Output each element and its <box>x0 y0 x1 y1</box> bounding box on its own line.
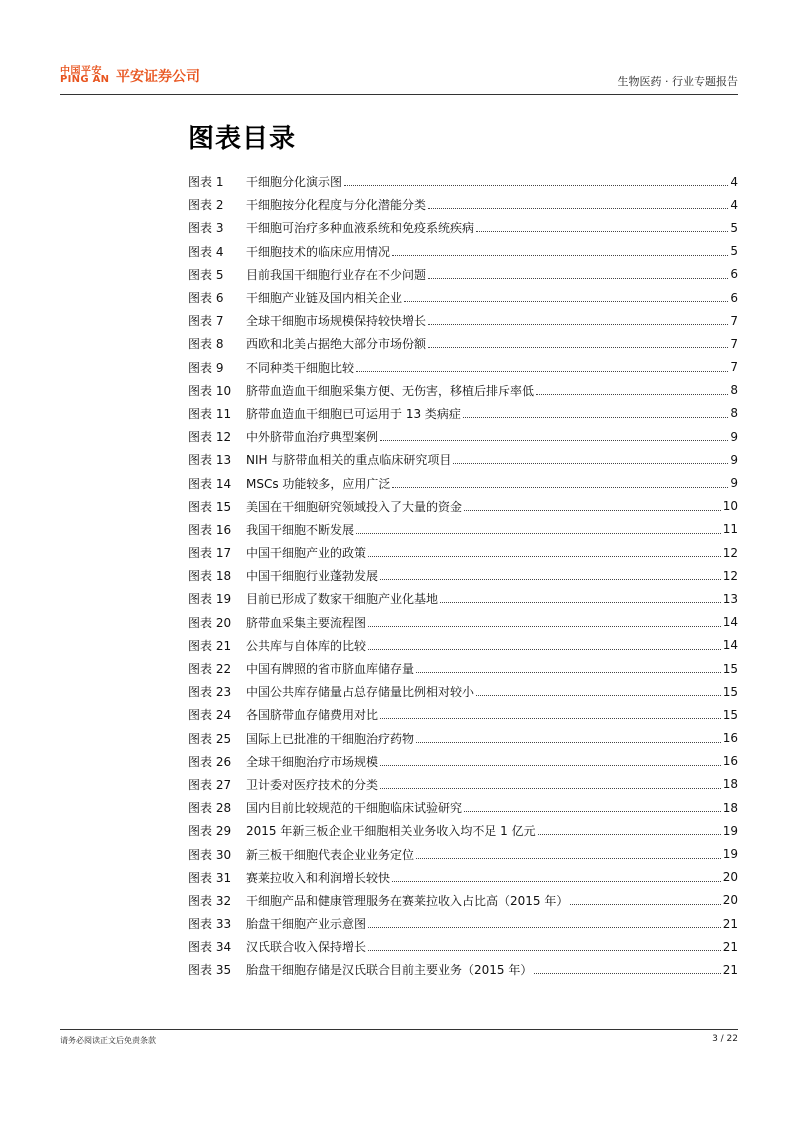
toc-figure-label: 图表 20 <box>188 615 232 630</box>
toc-entry[interactable] <box>188 448 738 471</box>
toc-entry[interactable] <box>188 564 738 587</box>
toc-figure-label: 图表 9 <box>188 360 224 375</box>
toc-figure-title: 干细胞可治疗多种血液系统和免疫系统疾病 <box>246 221 475 236</box>
toc-leader-dots <box>453 463 728 464</box>
toc-figure-label: 图表 8 <box>188 337 224 352</box>
toc-figure-label: 图表 3 <box>188 221 224 236</box>
toc-entry[interactable] <box>188 263 738 286</box>
toc-figure-label: 图表 28 <box>188 801 232 816</box>
toc-leader-dots <box>380 579 721 580</box>
toc-figure-title: 目前我国干细胞行业存在不少问题 <box>246 267 427 282</box>
toc-figure-title: 赛莱拉收入和利润增长较快 <box>246 870 391 885</box>
toc-figure-title: 中国有牌照的省市脐血库储存量 <box>246 662 415 677</box>
toc-figure-title: 新三板干细胞代表企业业务定位 <box>246 847 415 862</box>
toc-figure-label: 图表 17 <box>188 546 232 561</box>
toc-figure-title: 胎盘干细胞存储是汉氏联合目前主要业务（2015 年） <box>246 963 533 978</box>
toc-figure-title: 脐带血采集主要流程图 <box>246 615 367 630</box>
toc-leader-dots <box>344 185 728 186</box>
toc-leader-dots <box>380 788 721 789</box>
toc-figure-label: 图表 34 <box>188 940 232 955</box>
toc-page-number: 21 <box>722 939 738 954</box>
toc-figure-label: 图表 12 <box>188 430 232 445</box>
toc-entry[interactable] <box>188 240 738 263</box>
toc-leader-dots <box>428 208 728 209</box>
toc-figure-title: 2015 年新三板企业干细胞相关业务收入均不足 1 亿元 <box>246 824 536 839</box>
toc-leader-dots <box>476 695 721 696</box>
toc-figure-title: 公共库与自体库的比较 <box>246 638 367 653</box>
toc-entry[interactable] <box>188 587 738 610</box>
toc-figure-label: 图表 35 <box>188 963 232 978</box>
toc-figure-title: 全球干细胞治疗市场规模 <box>246 754 379 769</box>
toc-entry[interactable] <box>188 866 738 889</box>
toc-leader-dots <box>463 417 728 418</box>
toc-entry[interactable] <box>188 471 738 494</box>
toc-figure-title: 全球干细胞市场规模保持较快增长 <box>246 314 427 329</box>
toc-entry[interactable] <box>188 750 738 773</box>
toc-page-number: 21 <box>722 962 738 977</box>
toc-figure-title: 中国干细胞行业蓬勃发展 <box>246 569 379 584</box>
toc-figure-title: 干细胞按分化程度与分化潜能分类 <box>246 198 427 213</box>
toc-figure-title: 干细胞技术的临床应用情况 <box>246 244 391 259</box>
toc-page-number: 5 <box>730 220 738 235</box>
toc-figure-label: 图表 18 <box>188 569 232 584</box>
toc-leader-dots <box>464 811 721 812</box>
toc-figure-title: 西欧和北美占据绝大部分市场份额 <box>246 337 427 352</box>
toc-leader-dots <box>476 231 728 232</box>
toc-figure-label: 图表 22 <box>188 662 232 677</box>
toc-figure-title: 国际上已批准的干细胞治疗药物 <box>246 731 415 746</box>
toc-page-number: 14 <box>722 638 738 653</box>
page-footer <box>60 1029 738 1045</box>
toc-entry[interactable] <box>188 379 738 402</box>
toc-leader-dots <box>428 347 728 348</box>
toc-leader-dots <box>428 324 728 325</box>
toc-page-number: 12 <box>722 568 738 583</box>
toc-page-number: 20 <box>722 870 738 885</box>
toc-figure-label: 图表 1 <box>188 175 224 190</box>
toc-page-number: 9 <box>730 452 738 467</box>
toc-figure-label: 图表 5 <box>188 267 224 282</box>
toc-entry[interactable] <box>188 193 738 216</box>
toc-entry[interactable] <box>188 611 738 634</box>
toc-page-number: 19 <box>722 823 738 838</box>
toc-entry[interactable] <box>188 727 738 750</box>
figure-index-list <box>188 170 738 982</box>
toc-figure-label: 图表 15 <box>188 499 232 514</box>
toc-leader-dots <box>416 742 721 743</box>
toc-page-number: 12 <box>722 545 738 560</box>
toc-leader-dots <box>392 255 728 256</box>
logo-english: PING AN <box>60 74 110 85</box>
toc-leader-dots <box>404 301 728 302</box>
toc-leader-dots <box>536 394 728 395</box>
toc-entry[interactable] <box>188 657 738 680</box>
toc-entry[interactable] <box>188 796 738 819</box>
page-title: 图表目录 <box>188 124 297 154</box>
toc-figure-title: 汉氏联合收入保持增长 <box>246 940 367 955</box>
page-header <box>60 60 738 95</box>
toc-page-number: 15 <box>722 707 738 722</box>
toc-figure-title: 中外脐带血治疗典型案例 <box>246 430 379 445</box>
toc-leader-dots <box>416 858 721 859</box>
toc-entry[interactable] <box>188 842 738 865</box>
toc-figure-title: MSCs 功能较多，应用广泛 <box>246 476 391 491</box>
toc-page-number: 8 <box>730 406 738 421</box>
toc-leader-dots <box>416 672 721 673</box>
toc-entry[interactable] <box>188 425 738 448</box>
toc-page-number: 6 <box>730 267 738 282</box>
toc-leader-dots <box>428 278 728 279</box>
toc-leader-dots <box>356 533 721 534</box>
toc-entry[interactable] <box>188 703 738 726</box>
toc-figure-label: 图表 32 <box>188 893 232 908</box>
toc-leader-dots <box>464 510 721 511</box>
page-number: 3 / 22 <box>712 1034 738 1044</box>
toc-figure-label: 图表 14 <box>188 476 232 491</box>
toc-page-number: 7 <box>730 360 738 375</box>
toc-figure-label: 图表 19 <box>188 592 232 607</box>
toc-page-number: 8 <box>730 383 738 398</box>
toc-figure-title: 干细胞产业链及国内相关企业 <box>246 291 403 306</box>
toc-leader-dots <box>380 440 728 441</box>
report-type: 生物医药 · 行业专题报告 <box>617 75 738 88</box>
toc-figure-title: 胎盘干细胞产业示意图 <box>246 917 367 932</box>
toc-page-number: 7 <box>730 336 738 351</box>
toc-entry[interactable] <box>188 518 738 541</box>
toc-leader-dots <box>368 649 721 650</box>
toc-figure-label: 图表 4 <box>188 244 224 259</box>
toc-entry[interactable] <box>188 332 738 355</box>
toc-page-number: 21 <box>722 916 738 931</box>
toc-entry[interactable] <box>188 309 738 332</box>
toc-leader-dots <box>356 371 728 372</box>
toc-entry[interactable] <box>188 819 738 842</box>
toc-page-number: 10 <box>722 499 738 514</box>
toc-page-number: 14 <box>722 615 738 630</box>
toc-figure-title: 脐带血造血干细胞已可运用于 13 类病症 <box>246 406 461 421</box>
toc-figure-label: 图表 23 <box>188 685 232 700</box>
toc-entry[interactable] <box>188 541 738 564</box>
toc-entry[interactable] <box>188 495 738 518</box>
toc-entry[interactable] <box>188 680 738 703</box>
toc-figure-label: 图表 13 <box>188 453 232 468</box>
toc-entry[interactable] <box>188 170 738 193</box>
toc-figure-title: 卫计委对医疗技术的分类 <box>246 777 379 792</box>
toc-leader-dots <box>380 718 721 719</box>
toc-page-number: 18 <box>722 777 738 792</box>
toc-figure-label: 图表 31 <box>188 870 232 885</box>
toc-figure-title: 目前已形成了数家干细胞产业化基地 <box>246 592 439 607</box>
toc-page-number: 5 <box>730 244 738 259</box>
toc-page-number: 16 <box>722 754 738 769</box>
toc-figure-title: 国内目前比较规范的干细胞临床试验研究 <box>246 801 463 816</box>
toc-entry[interactable] <box>188 286 738 309</box>
toc-page-number: 4 <box>730 197 738 212</box>
toc-figure-label: 图表 26 <box>188 754 232 769</box>
toc-figure-label: 图表 6 <box>188 291 224 306</box>
toc-figure-label: 图表 2 <box>188 198 224 213</box>
toc-entry[interactable] <box>188 773 738 796</box>
toc-leader-dots <box>534 973 720 974</box>
toc-leader-dots <box>392 487 728 488</box>
toc-page-number: 13 <box>722 591 738 606</box>
toc-figure-label: 图表 27 <box>188 777 232 792</box>
toc-page-number: 15 <box>722 684 738 699</box>
toc-entry[interactable] <box>188 889 738 912</box>
toc-leader-dots <box>440 602 721 603</box>
toc-figure-title: 美国在干细胞研究领域投入了大量的资金 <box>246 499 463 514</box>
toc-page-number: 16 <box>722 731 738 746</box>
logo-chinese: 中国平安 <box>60 66 102 77</box>
toc-figure-title: 干细胞产品和健康管理服务在赛莱拉收入占比高（2015 年） <box>246 893 569 908</box>
toc-entry[interactable] <box>188 912 738 935</box>
toc-entry[interactable] <box>188 935 738 958</box>
toc-figure-title: 干细胞分化演示图 <box>246 175 343 190</box>
toc-entry[interactable] <box>188 958 738 981</box>
toc-leader-dots <box>570 904 720 905</box>
toc-page-number: 19 <box>722 847 738 862</box>
toc-page-number: 4 <box>730 174 738 189</box>
toc-figure-label: 图表 7 <box>188 314 224 329</box>
toc-page-number: 20 <box>722 893 738 908</box>
toc-figure-label: 图表 33 <box>188 917 232 932</box>
toc-figure-label: 图表 24 <box>188 708 232 723</box>
toc-figure-label: 图表 21 <box>188 638 232 653</box>
toc-page-number: 15 <box>722 661 738 676</box>
toc-figure-label: 图表 11 <box>188 406 232 421</box>
toc-entry[interactable] <box>188 216 738 239</box>
toc-figure-label: 图表 29 <box>188 824 232 839</box>
toc-page-number: 9 <box>730 429 738 444</box>
toc-leader-dots <box>368 556 721 557</box>
toc-leader-dots <box>380 765 721 766</box>
toc-leader-dots <box>368 927 721 928</box>
toc-figure-title: 中国干细胞产业的政策 <box>246 546 367 561</box>
toc-page-number: 7 <box>730 313 738 328</box>
toc-figure-title: 脐带血造血干细胞采集方便、无伤害，移植后排斥率低 <box>246 383 535 398</box>
toc-figure-title: 我国干细胞不断发展 <box>246 522 355 537</box>
toc-figure-label: 图表 10 <box>188 383 232 398</box>
toc-entry[interactable] <box>188 402 738 425</box>
toc-figure-title: NIH 与脐带血相关的重点临床研究项目 <box>246 453 452 468</box>
toc-page-number: 18 <box>722 800 738 815</box>
toc-page-number: 6 <box>730 290 738 305</box>
toc-leader-dots <box>392 881 721 882</box>
toc-entry[interactable] <box>188 356 738 379</box>
toc-figure-title: 各国脐带血存储费用对比 <box>246 708 379 723</box>
toc-figure-label: 图表 30 <box>188 847 232 862</box>
toc-figure-label: 图表 25 <box>188 731 232 746</box>
toc-figure-title: 中国公共库存储量占总存储量比例相对较小 <box>246 685 475 700</box>
toc-leader-dots <box>368 950 721 951</box>
toc-leader-dots <box>368 626 721 627</box>
toc-page-number: 9 <box>730 476 738 491</box>
toc-figure-label: 图表 16 <box>188 522 232 537</box>
toc-leader-dots <box>538 834 721 835</box>
toc-figure-title: 不同种类干细胞比较 <box>246 360 355 375</box>
company-name: 平安证券公司 <box>116 69 200 85</box>
toc-page-number: 11 <box>722 522 738 537</box>
disclaimer-note: 请务必阅读正文后免责条款 <box>60 1036 156 1045</box>
toc-entry[interactable] <box>188 634 738 657</box>
